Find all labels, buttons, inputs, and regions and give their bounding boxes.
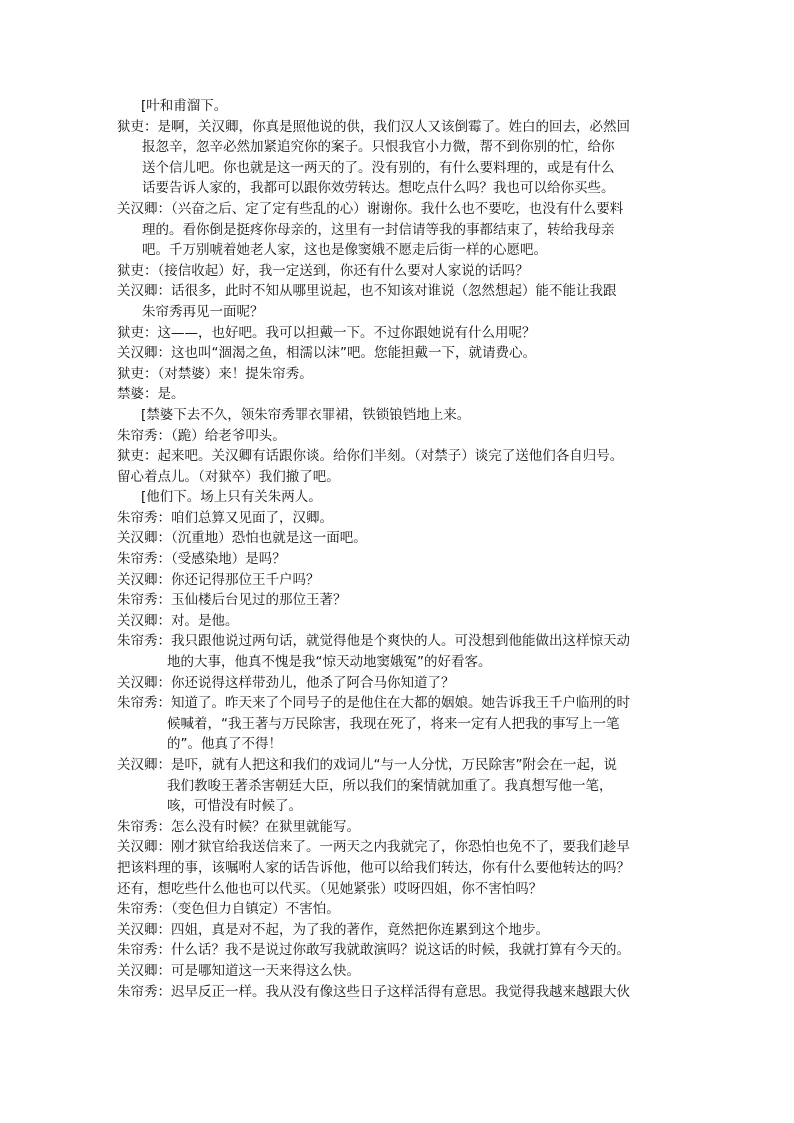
dialogue-line: 朱帘秀：玉仙楼后台见过的那位王著？: [117, 592, 347, 609]
dialogue-continuation: 咳，可惜没有时候了。: [167, 798, 302, 815]
dialogue-line: 朱帘秀：什么话？我不是说过你敢写我就敢演吗？说这话的时候，我就打算有今天的。: [117, 942, 630, 959]
stage-direction: [叶和甫溜下。: [141, 98, 228, 114]
dialogue-continuation: 吧。千万别唬着她老人家，这也是像窦娥不愿走后街一样的心愿吧。: [142, 242, 547, 259]
dialogue-line: 朱帘秀：（跪）给老爷叩头。: [117, 427, 286, 444]
dialogue-line: 关汉卿：可是哪知道这一天来得这么快。: [117, 962, 360, 979]
dialogue-continuation: 理的。看你倒是挺疼你母亲的，这里有一封信请等我的事都结束了，转给我母亲: [142, 221, 615, 238]
dialogue-line: 关汉卿：刚才狱官给我送信来了。一两天之内我就完了，你恐怕也免不了，要我们趁早: [117, 839, 630, 856]
dialogue-line: 关汉卿：你还记得那位王千户吗？: [117, 571, 320, 588]
dialogue-continuation: 话要告诉人家的，我都可以跟你效劳转达。想吃点什么吗？我也可以给你买些。: [142, 180, 615, 197]
dialogue-continuation: 朱帘秀再见一面呢？: [142, 303, 264, 320]
dialogue-line: 狱吏：这——，也好吧。我可以担戴一下。不过你跟她说有什么用呢？: [117, 324, 536, 341]
dialogue-line: 朱帘秀：迟早反正一样。我从没有像这些日子这样活得有意思。我觉得我越来越跟大伙: [117, 983, 630, 1000]
script-text: [117, 96, 687, 1002]
dialogue-line: 关汉卿：对。是他。: [117, 612, 239, 629]
dialogue-continuation: 候喊着，“我王著与万民除害，我现在死了，将来一定有人把我的事写上一笔: [167, 715, 620, 732]
dialogue-continuation: 送个信儿吧。你也就是这一两天的了。没有别的，有什么要料理的，或是有什么: [142, 159, 615, 176]
dialogue-line: 朱帘秀：知道了。昨天来了个同号子的是他住在大都的姻娘。她告诉我王千户临刑的时: [117, 695, 630, 712]
dialogue-line: 狱吏：是啊，关汉卿，你真是照他说的供，我们汉人又该倒霉了。姓白的回去，必然回: [117, 118, 630, 135]
dialogue-line: 朱帘秀：（变色但力自镇定）不害怕。: [117, 901, 340, 918]
dialogue-line: 狱吏：（对禁婆）来！提朱帘秀。: [117, 365, 313, 382]
dialogue-line: 留心着点儿。（对狱卒）我们撤了吧。: [117, 468, 340, 485]
dialogue-line: 朱帘秀：我只跟他说过两句话，就觉得他是个爽快的人。可没想到他能做出这样惊天动: [117, 633, 630, 650]
dialogue-line: 禁婆：是。: [117, 386, 185, 403]
dialogue-line: 朱帘秀：咱们总算又见面了，汉卿。: [117, 509, 333, 526]
dialogue-line: 把该料理的事，该嘱咐人家的话告诉他，他可以给我们转达，你有什么要他转达的吗？: [117, 859, 630, 876]
dialogue-line: 关汉卿：是吓，就有人把这和我们的戏词儿“与一人分忧，万民除害”附会在一起，说: [117, 757, 617, 773]
dialogue-line: 狱吏：（接信收起）好，我一定送到，你还有什么要对人家说的话吗？: [117, 262, 529, 279]
dialogue-line: 关汉卿：这也叫“涸渴之鱼，相濡以沫”吧。您能担戴一下，就请费心。: [117, 345, 536, 362]
dialogue-line: 关汉卿：话很多，此时不知从哪里说起，也不知该对谁说（忽然想起）能不能让我跟: [117, 283, 617, 300]
dialogue-continuation: 地的大事，他真不愧是我“惊天动地窦娥冤”的好看客。: [167, 654, 492, 671]
dialogue-line: 关汉卿：（沉重地）恐怕也就是这一面吧。: [117, 530, 367, 547]
dialogue-line: 还有，想吃些什么他也可以代买。（见她紧张）哎呀四姐，你不害怕吗？: [117, 880, 543, 897]
dialogue-continuation: 我们教唆王著杀害朝廷大臣，所以我们的案情就加重了。我真想写他一笔，: [167, 777, 613, 794]
dialogue-line: 关汉卿：四姐，真是对不起，为了我的著作，竟然把你连累到这个地步。: [117, 921, 549, 938]
dialogue-continuation: 报忽辛，忽辛必然加紧追究你的案子。只恨我官小力微，帮不到你别的忙，给你: [142, 139, 615, 156]
dialogue-line: 朱帘秀：（受感染地）是吗？: [117, 551, 286, 568]
dialogue-line: 狱吏：起来吧。关汉卿有话跟你谈。给你们半刻。（对禁子）谈完了送他们各自归号。: [117, 448, 624, 465]
dialogue-continuation: 的”。他真了不得！: [167, 736, 282, 753]
dialogue-line: 朱帘秀：怎么没有时候？在狱里就能写。: [117, 818, 360, 835]
stage-direction: [禁婆下去不久，领朱帘秀罪衣罪裙，铁锁锒铛地上来。: [141, 406, 471, 423]
stage-direction: [他们下。场上只有关朱两人。: [141, 489, 322, 506]
dialogue-line: 关汉卿：你还说得这样带劲儿，他杀了阿合马你知道了？: [117, 674, 455, 691]
dialogue-line: 关汉卿：（兴奋之后、定了定有些乱的心）谢谢你。我什么也不要吃，也没有什么要料: [117, 200, 624, 217]
